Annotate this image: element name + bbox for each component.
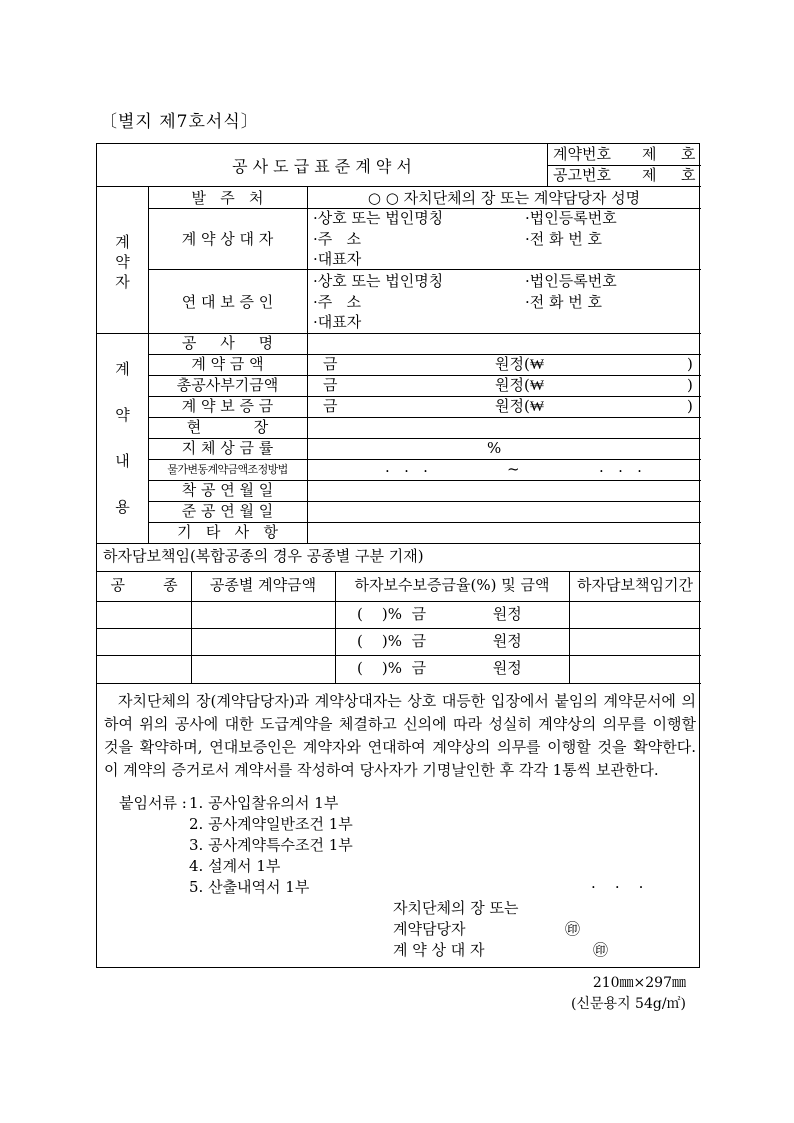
row-label-site: 현 장 [186, 418, 269, 436]
adjust-tilde: ~ [507, 460, 520, 478]
adjust-date-from: . . . [385, 458, 428, 476]
row-label-etc: 기 타 사 항 [177, 523, 278, 541]
attachments-label: 붙임서류 : [119, 794, 187, 812]
seal-mark-1: ㊞ [565, 920, 581, 938]
warranty-header-rate: 하자보수보증금율(%) 및 금액 [354, 576, 550, 594]
warranty-header-type: 공 종 [110, 576, 178, 594]
contractor-label: 계 약 상 대 자 [181, 230, 274, 248]
signature-date: . . . [591, 874, 644, 892]
amount-prefix: 금 [323, 355, 338, 373]
row-label-delay-rate: 지 체 상 금 률 [181, 439, 274, 457]
seal-mark-2: ㊞ [593, 941, 609, 959]
attachment-item-4: 4. 설계서 1부 [189, 857, 281, 875]
orderer-value: ○ ○ 자치단체의 장 또는 계약담당자 성명 [367, 189, 641, 207]
warranty-row-3-rate: ( )% 금 원정 [357, 659, 522, 677]
contract-no-je: 제 [642, 145, 657, 163]
total-won: 원정(₩ [495, 376, 544, 394]
deposit-prefix: 금 [323, 397, 338, 415]
document-title: 공 사 도 급 표 준 계 약 서 [232, 157, 412, 176]
form-label: 〔별지 제7호서식〕 [100, 112, 259, 132]
parties-label-3: 자 [115, 273, 130, 291]
row-label-work-name: 공 사 명 [181, 334, 274, 352]
signature-line-3: 계 약 상 대 자 [393, 941, 485, 959]
orderer-label: 발 주 처 [191, 189, 264, 207]
warranty-header-amount: 공종별 계약금액 [209, 576, 317, 594]
attachment-item-5: 5. 산출내역서 1부 [189, 878, 310, 896]
guarantor-reg-field: ·법인등록번호 [525, 272, 617, 290]
guarantor-phone-field: ·전 화 번 호 [525, 293, 603, 311]
warranty-title: 하자담보책임(복합공종의 경우 공종별 구분 기재) [103, 547, 424, 565]
deposit-won: 원정(₩ [495, 397, 544, 415]
amount-won: 원정(₩ [495, 355, 544, 373]
total-prefix: 금 [323, 376, 338, 394]
agreement-paragraph: 자치단체의 장(계약담당자)과 계약상대자는 상호 대등한 입장에서 붙임의 계약문서에 의하여 위의 공사에 대한 도급계약을 체결하고 신의에 따라 성실히 계약상의 의무를 이행할 것을 확약하며, 연대보증인은 계약자와 연대하여 계약상의 의무를 이행할 것을 확약한다. 이 계약의 증거로서 계약서를 작성하여 당사자가 기명날인한 후 각각 1통씩 보관한다. [104, 692, 696, 779]
paper-stock: (신문용지 54g/㎡) [571, 996, 686, 1012]
contractor-rep-field: ·대표자 [313, 250, 362, 268]
content-label-1: 계 [115, 360, 130, 378]
guarantor-name-field: ·상호 또는 법인명칭 [313, 272, 444, 290]
attachment-item-2: 2. 공사계약일반조건 1부 [189, 815, 353, 833]
attachment-item-1: 1. 공사입찰유의서 1부 [189, 794, 339, 812]
parties-label-2: 약 [115, 253, 130, 271]
notice-no-je: 제 [642, 166, 657, 184]
amount-close: ) [687, 355, 693, 373]
warranty-header-period: 하자담보책임기간 [577, 576, 693, 594]
row-label-deposit: 계 약 보 증 금 [181, 397, 274, 415]
contract-form [96, 143, 700, 968]
contract-no-label: 계약번호 [553, 145, 611, 163]
deposit-close: ) [687, 397, 693, 415]
row-label-total-amount: 총공사부기금액 [176, 376, 279, 394]
content-label-4: 용 [115, 498, 130, 516]
contractor-name-field: ·상호 또는 법인명칭 [313, 209, 444, 227]
delay-percent: % [487, 439, 502, 457]
guarantor-label: 연 대 보 증 인 [181, 293, 274, 311]
notice-no-label: 공고번호 [553, 166, 611, 184]
contractor-reg-field: ·법인등록번호 [525, 209, 617, 227]
row-label-completion-date: 준 공 연 월 일 [181, 502, 274, 520]
warranty-row-1-rate: ( )% 금 원정 [357, 605, 522, 623]
notice-no-ho: 호 [681, 166, 696, 184]
row-label-price-adjust: 물가변동계약금액조정방법 [167, 463, 288, 476]
content-label-2: 약 [115, 406, 130, 424]
parties-label-1: 계 [115, 233, 130, 251]
content-label-3: 내 [115, 452, 130, 470]
signature-line-1: 자치단체의 장 또는 [393, 899, 519, 917]
attachment-item-3: 3. 공사계약특수조건 1부 [189, 836, 353, 854]
row-label-contract-amount: 계 약 금 액 [191, 355, 264, 373]
adjust-date-to: . . . [599, 458, 642, 476]
contractor-phone-field: ·전 화 번 호 [525, 230, 603, 248]
guarantor-address-field: ·주 소 [313, 293, 362, 311]
total-close: ) [687, 376, 693, 394]
contract-no-ho: 호 [681, 145, 696, 163]
contractor-address-field: ·주 소 [313, 230, 362, 248]
warranty-row-2-rate: ( )% 금 원정 [357, 632, 522, 650]
row-label-start-date: 착 공 연 월 일 [181, 481, 274, 499]
signature-line-2: 계약담당자 [393, 920, 466, 938]
paper-size: 210㎜×297㎜ [592, 975, 686, 991]
guarantor-rep-field: ·대표자 [313, 313, 362, 331]
